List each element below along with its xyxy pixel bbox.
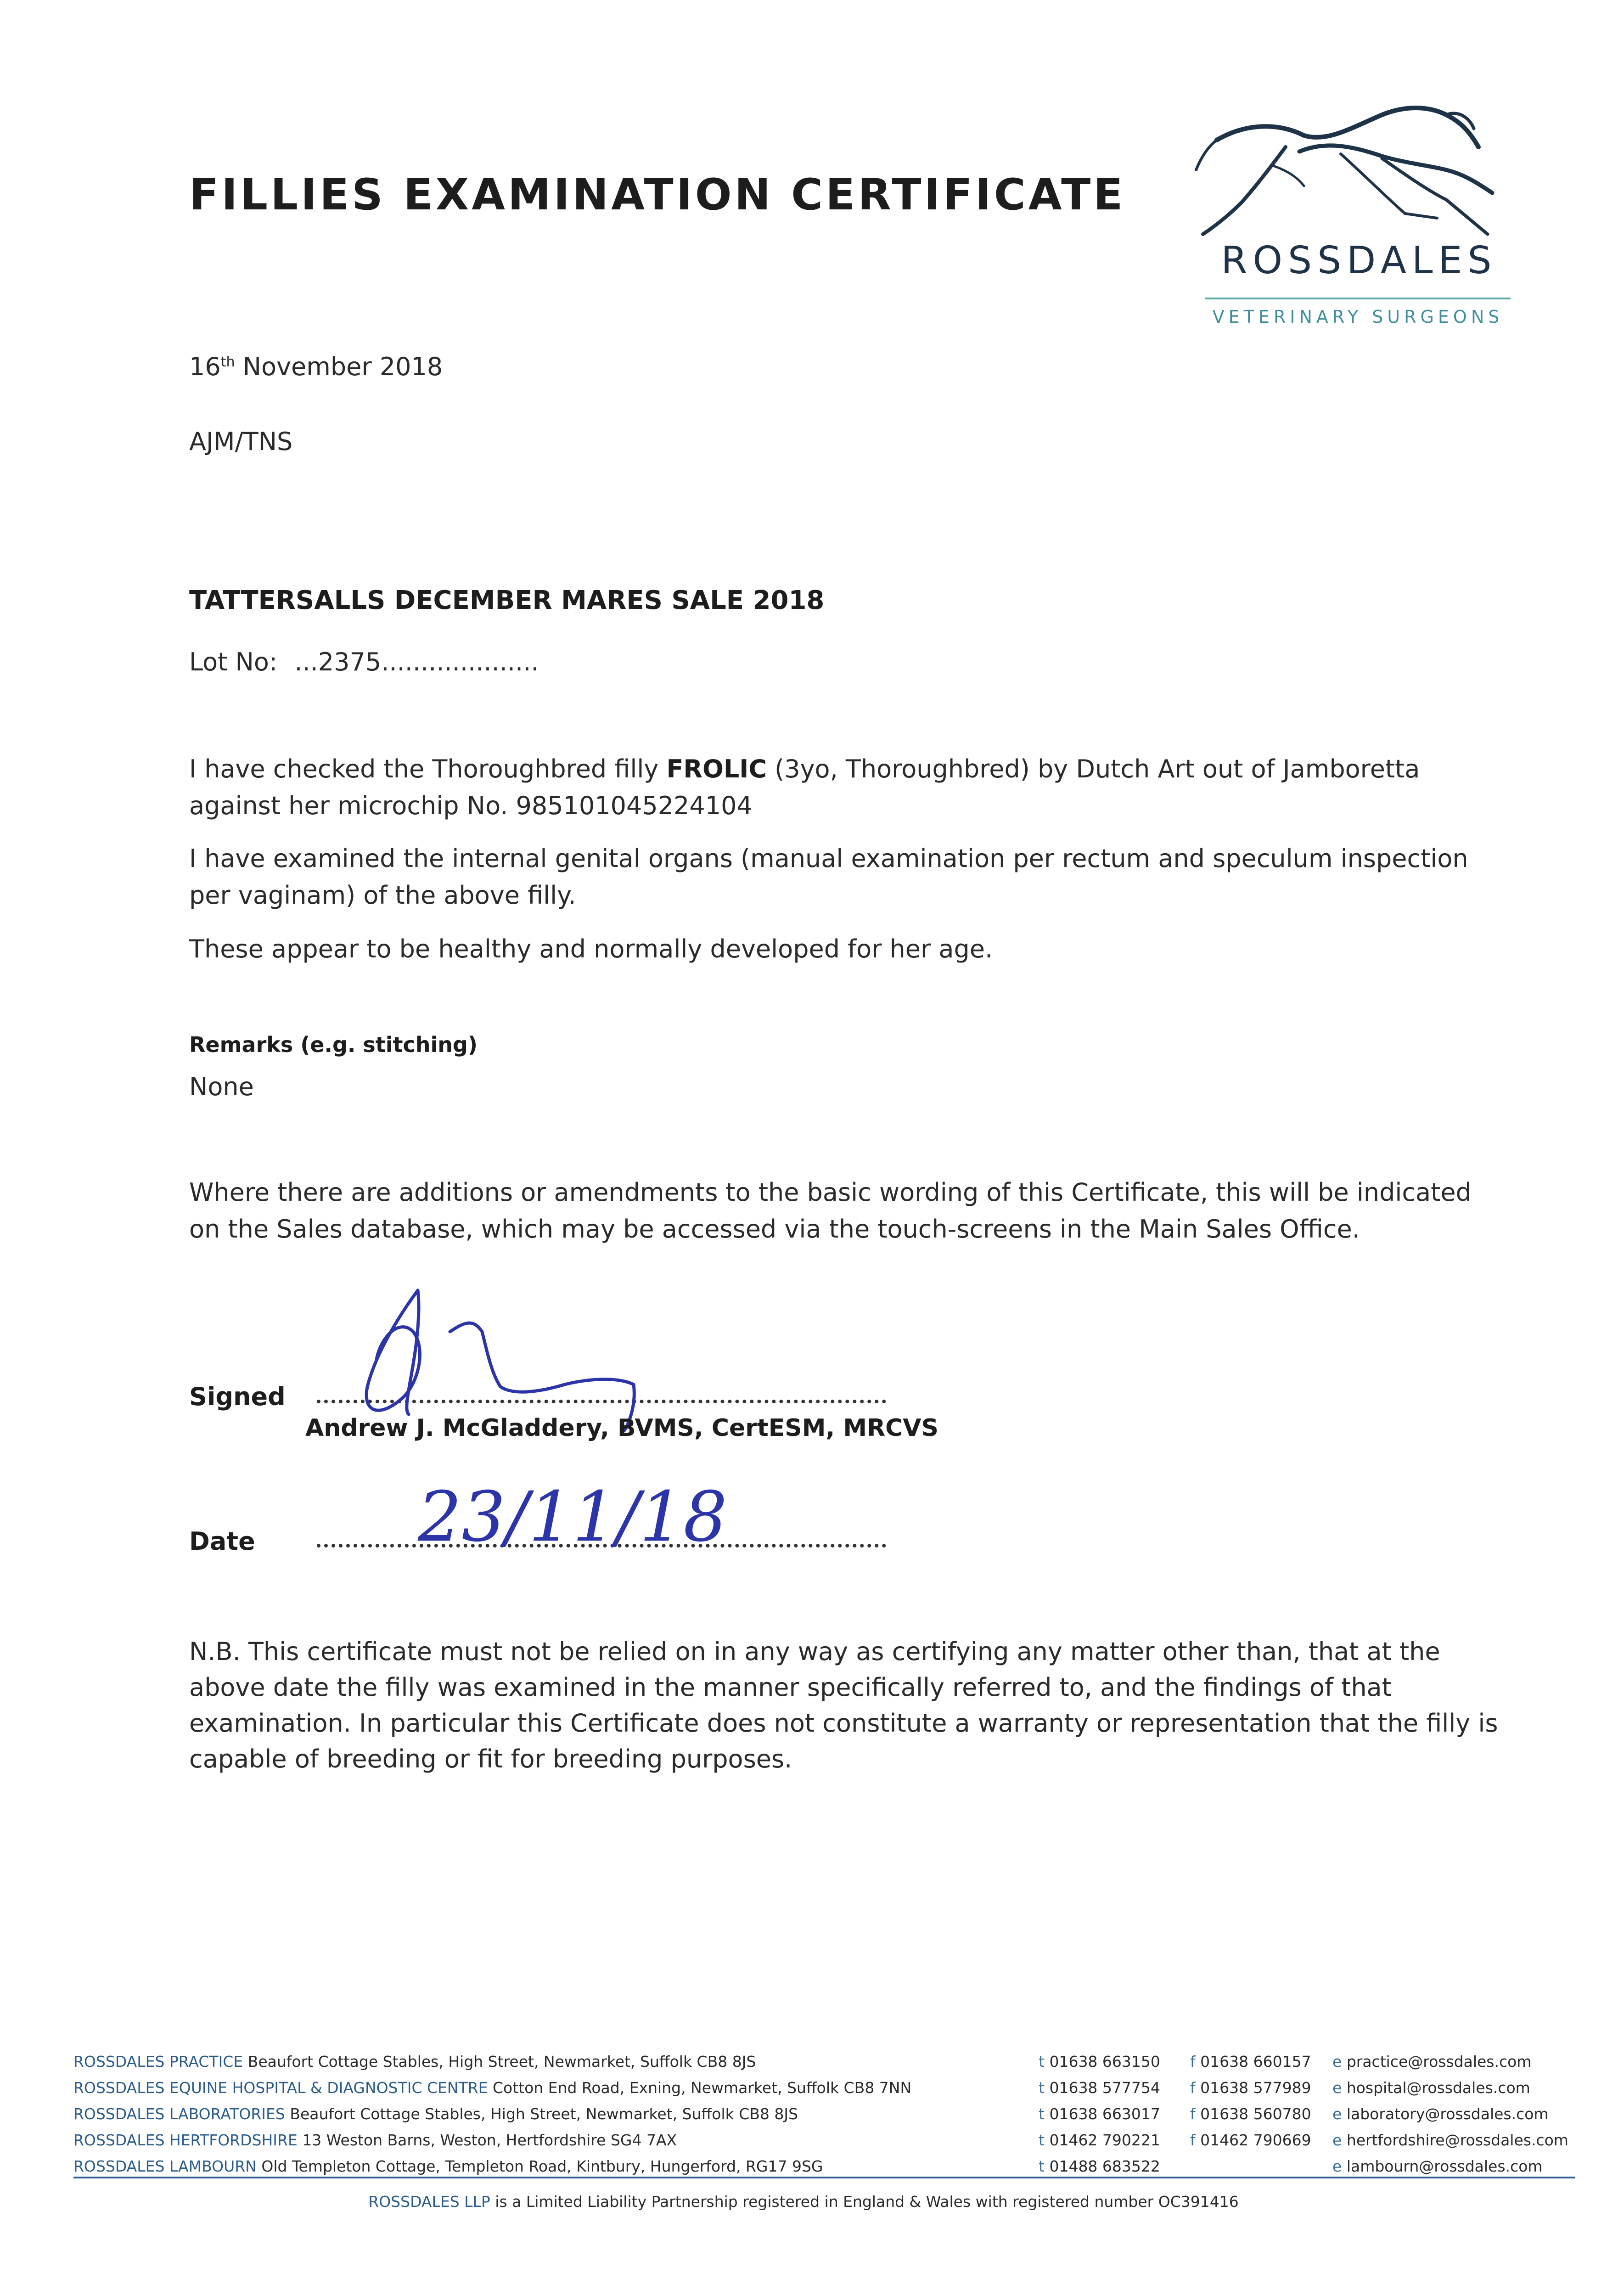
- footer-email-key: e: [1332, 2053, 1342, 2071]
- footer-org: ROSSDALES HERTFORDSHIRE: [73, 2131, 298, 2149]
- rossdales-horse-logo: [1189, 96, 1511, 335]
- footer-email-key: e: [1332, 2105, 1342, 2123]
- footer-email: [1332, 2105, 1549, 2123]
- footer-phone-key: t: [1039, 2157, 1045, 2175]
- footer-phone-key: t: [1039, 2053, 1045, 2071]
- footer-email: [1332, 2131, 1568, 2149]
- footer-address-row: [73, 2079, 911, 2097]
- issue-date: [189, 352, 443, 381]
- sale-title: TATTERSALLS DECEMBER MARES SALE 2018: [189, 585, 825, 615]
- issue-date-day: 16: [189, 352, 221, 381]
- footer-address-row: [73, 2053, 756, 2071]
- footer-phone-value: 01638 577754: [1049, 2079, 1160, 2097]
- footer-address: Beaufort Cottage Stables, High Street, Newmarket, Suffolk CB8 8JS: [247, 2053, 756, 2071]
- paragraph-check-line1: [189, 754, 1420, 783]
- amendment-line1: Where there are additions or amendments to the basic wording of this Certificate, this will be indicated: [189, 1178, 1472, 1207]
- footer-email-value: practice@rossdales.com: [1346, 2053, 1532, 2071]
- footer-org: ROSSDALES LABORATORIES: [73, 2105, 285, 2123]
- footer-fax-value: 01638 660157: [1200, 2053, 1311, 2071]
- footer-phone: [1039, 2079, 1160, 2097]
- footer-phone: [1039, 2105, 1160, 2123]
- footer-fax: [1190, 2131, 1311, 2149]
- footer-email-value: hertfordshire@rossdales.com: [1346, 2131, 1568, 2149]
- footer-fax: [1190, 2053, 1311, 2071]
- footer-org: ROSSDALES LAMBOURN: [73, 2157, 257, 2175]
- footer-fax-value: 01462 790669: [1200, 2131, 1311, 2149]
- lot-number-line: [189, 647, 539, 676]
- footer-fax-value: 01638 577989: [1200, 2079, 1311, 2097]
- nb-line1: N.B. This certificate must not be relied on in any way as certifying any matter other than, that at the: [189, 1637, 1440, 1666]
- footer-phone-value: 01638 663150: [1049, 2053, 1160, 2071]
- footer-phone-value: 01462 790221: [1049, 2131, 1160, 2149]
- llp-text: is a Limited Liability Partnership registered in England & Wales with registered number OC391416: [490, 2193, 1239, 2211]
- footer-phone-key: t: [1039, 2131, 1045, 2149]
- footer-address-row: [73, 2157, 823, 2175]
- footer-phone-key: t: [1039, 2079, 1045, 2097]
- nb-line2: above date the filly was examined in the manner specifically referred to, and the findings of that: [189, 1673, 1392, 1702]
- certificate-title: FILLIES EXAMINATION CERTIFICATE: [189, 170, 1126, 220]
- brand-subtitle: VETERINARY SURGEONS: [1212, 307, 1504, 327]
- remarks-value: None: [189, 1072, 254, 1101]
- footer-email-key: e: [1332, 2131, 1342, 2149]
- footer-fax-key: f: [1190, 2105, 1196, 2123]
- brand-divider: [1205, 298, 1511, 299]
- date-label: Date: [189, 1527, 255, 1556]
- footer-email-value: hospital@rossdales.com: [1346, 2079, 1530, 2097]
- llp-org: ROSSDALES LLP: [368, 2193, 490, 2211]
- footer-email: [1332, 2053, 1531, 2071]
- footer-phone: [1039, 2053, 1160, 2071]
- paragraph-check-line2: against her microchip No. 985101045224104: [189, 791, 753, 820]
- footer-email: [1332, 2079, 1530, 2097]
- paragraph-exam-line1: I have examined the internal genital organs (manual examination per rectum and speculum inspection: [189, 844, 1468, 873]
- reference-code: AJM/TNS: [189, 427, 293, 456]
- footer-email-value: laboratory@rossdales.com: [1346, 2105, 1549, 2123]
- footer-fax-value: 01638 560780: [1200, 2105, 1311, 2123]
- footer-phone-value: 01488 683522: [1049, 2157, 1160, 2175]
- paragraph-findings: These appear to be healthy and normally developed for her age.: [189, 934, 993, 963]
- brand-name: ROSSDALES: [1221, 239, 1497, 282]
- footer-phone-value: 01638 663017: [1049, 2105, 1160, 2123]
- footer-email-key: e: [1332, 2079, 1342, 2097]
- footer-address: 13 Weston Barns, Weston, Hertfordshire SG4 7AX: [302, 2131, 677, 2149]
- p1-text-b: (3yo, Thoroughbred) by Dutch Art out of Jamboretta: [767, 754, 1420, 783]
- footer-fax-key: f: [1190, 2053, 1196, 2071]
- footer-org: ROSSDALES EQUINE HOSPITAL & DIAGNOSTIC CENTRE: [73, 2079, 488, 2097]
- remarks-label: Remarks (e.g. stitching): [189, 1032, 478, 1057]
- issue-date-rest: November 2018: [235, 352, 443, 381]
- footer-phone: [1039, 2131, 1160, 2149]
- footer-email-value: lambourn@rossdales.com: [1346, 2157, 1543, 2175]
- footer-email: [1332, 2157, 1543, 2175]
- amendment-line2: on the Sales database, which may be accessed via the touch-screens in the Main Sales Office.: [189, 1215, 1360, 1244]
- lot-label: Lot No:: [189, 647, 278, 676]
- horse-name: FROLIC: [666, 754, 767, 783]
- paragraph-exam-line2: per vaginam) of the above filly.: [189, 881, 576, 910]
- footer-fax-key: f: [1190, 2131, 1196, 2149]
- footer-phone: [1039, 2157, 1160, 2175]
- footer-llp-notice: [0, 2193, 1607, 2211]
- issue-date-ordinal: th: [220, 354, 235, 370]
- footer-address-row: [73, 2131, 677, 2149]
- handwritten-date-text: 23/11/18: [418, 1477, 727, 1557]
- footer-address: Cotton End Road, Exning, Newmarket, Suffolk CB8 7NN: [493, 2079, 912, 2097]
- signatory-name: Andrew J. McGladdery, BVMS, CertESM, MRCVS: [305, 1414, 938, 1442]
- footer-fax-key: f: [1190, 2079, 1196, 2097]
- footer-address: Beaufort Cottage Stables, High Street, Newmarket, Suffolk CB8 8JS: [290, 2105, 798, 2123]
- handwritten-date: [404, 1477, 727, 1584]
- nb-line4: capable of breeding or fit for breeding purposes.: [189, 1745, 792, 1773]
- footer-address: Old Templeton Cottage, Templeton Road, Kintbury, Hungerford, RG17 9SG: [261, 2157, 823, 2175]
- footer-fax: [1190, 2105, 1311, 2123]
- lot-value: ...2375....................: [294, 647, 539, 676]
- footer-address-row: [73, 2105, 798, 2123]
- footer-fax: [1190, 2079, 1311, 2097]
- handwritten-signature: [349, 1281, 707, 1433]
- p1-text-a: I have checked the Thoroughbred filly: [189, 754, 667, 783]
- footer-divider: [73, 2177, 1575, 2178]
- footer-phone-key: t: [1039, 2105, 1045, 2123]
- signed-label: Signed: [189, 1382, 286, 1411]
- nb-line3: examination. In particular this Certificate does not constitute a warranty or representation that the filly is: [189, 1709, 1498, 1738]
- footer-org: ROSSDALES PRACTICE: [73, 2053, 243, 2071]
- footer-email-key: e: [1332, 2157, 1342, 2175]
